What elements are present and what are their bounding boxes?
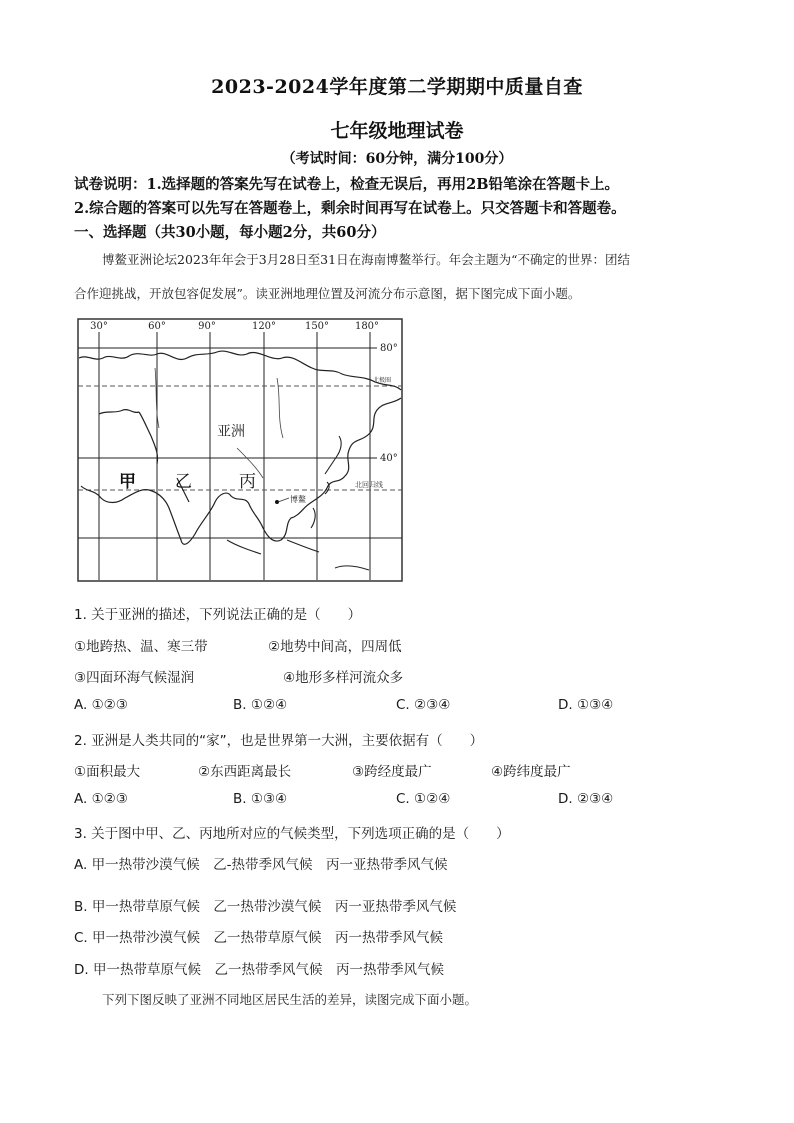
- q1-statement-1: ①地跨热、温、寒三带: [74, 639, 208, 655]
- intro-1-line-1: 博鳌亚洲论坛2023年年会于3月28日至31日在海南博鳌举行。年会主题为“不确定的世界：团结: [102, 252, 630, 267]
- exam-info: （考试时间：60分钟，满分100分）: [281, 151, 513, 167]
- q2-option-b[interactable]: B. ①③④: [233, 791, 288, 807]
- place-bing: 丙: [239, 472, 256, 492]
- intro-1-line-2: 合作迎挑战，开放包容促发展”。读亚洲地理位置及河流分布示意图，据下图完成下面小题。: [74, 286, 581, 301]
- arctic-circle-label: 北极圈: [373, 377, 392, 384]
- instructions-line-1: 试卷说明：1.选择题的答案先写在试卷上，检查无误后，再用2B铅笔涂在答题卡上。: [74, 176, 619, 193]
- lon-label-3: 120°: [251, 321, 277, 332]
- q2-statement-1: ①面积最大: [74, 764, 141, 780]
- place-yi: 乙: [175, 472, 192, 492]
- lon-label-5: 180°: [354, 321, 380, 332]
- q1-option-d[interactable]: D. ①③④: [558, 697, 614, 713]
- q3-option-b[interactable]: B. 甲一热带草原气候 乙一热带沙漠气候 丙一亚热带季风气候: [74, 899, 457, 915]
- map-frame: [78, 319, 402, 581]
- lon-label-0: 30°: [90, 321, 108, 332]
- q1-statement-2: ②地势中间高，四周低: [268, 639, 402, 655]
- q2-option-c[interactable]: C. ①②④: [396, 791, 451, 807]
- q1-option-b[interactable]: B. ①②④: [233, 697, 288, 713]
- q3-option-a[interactable]: A. 甲一热带沙漠气候 乙-热带季风气候 丙一亚热带季风气候: [74, 857, 448, 873]
- question-2-stem: 2. 亚洲是人类共同的“家”，也是世界第一大洲，主要依据有（ ）: [74, 733, 484, 749]
- asia-label: 亚洲: [217, 424, 245, 440]
- q3-option-c[interactable]: C. 甲一热带沙漠气候 乙一热带草原气候 丙一热带季风气候: [74, 930, 444, 946]
- lon-label-2: 90°: [198, 321, 216, 332]
- tropic-label: 北回归线: [355, 481, 383, 489]
- q1-option-c[interactable]: C. ②③④: [396, 697, 451, 713]
- exam-subtitle: 七年级地理试卷: [330, 120, 464, 142]
- section-1-heading: 一、选择题（共30小题，每小题2分，共60分）: [74, 224, 386, 241]
- q2-option-a[interactable]: A. ①②③: [74, 791, 128, 807]
- boao-label: 博鳌: [290, 495, 306, 504]
- lon-label-1: 60°: [148, 321, 166, 332]
- lon-label-4: 150°: [304, 321, 330, 332]
- question-1-stem: 1. 关于亚洲的描述，下列说法正确的是（ ）: [74, 607, 362, 623]
- place-jia: 甲: [119, 472, 136, 492]
- q1-statement-3: ③四面环海气候湿润: [74, 670, 195, 686]
- q1-statement-4: ④地形多样河流众多: [283, 670, 404, 686]
- q1-option-a[interactable]: A. ①②③: [74, 697, 128, 713]
- q2-statement-2: ②东西距离最长: [198, 764, 292, 780]
- question-3-stem: 3. 关于图中甲、乙、丙地所对应的气候类型，下列选项正确的是（ ）: [74, 826, 510, 842]
- lat-label-40: 40°: [380, 453, 398, 464]
- q2-statement-4: ④跨纬度最广: [491, 764, 571, 780]
- q3-option-d[interactable]: D. 甲一热带草原气候 乙一热带季风气候 丙一热带季风气候: [74, 962, 444, 978]
- exam-title: 2023-2024学年度第二学期期中质量自查: [211, 76, 583, 98]
- lat-label-80: 80°: [380, 343, 398, 354]
- q2-statement-3: ③跨经度最广: [352, 764, 432, 780]
- q2-option-d[interactable]: D. ②③④: [558, 791, 614, 807]
- intro-2: 下列下图反映了亚洲不同地区居民生活的差异，读图完成下面小题。: [102, 992, 478, 1007]
- instructions-line-2: 2.综合题的答案可以先写在答题卷上，剩余时间再写在试卷上。只交答题卡和答题卷。: [74, 200, 626, 217]
- asia-map-figure: [77, 318, 403, 582]
